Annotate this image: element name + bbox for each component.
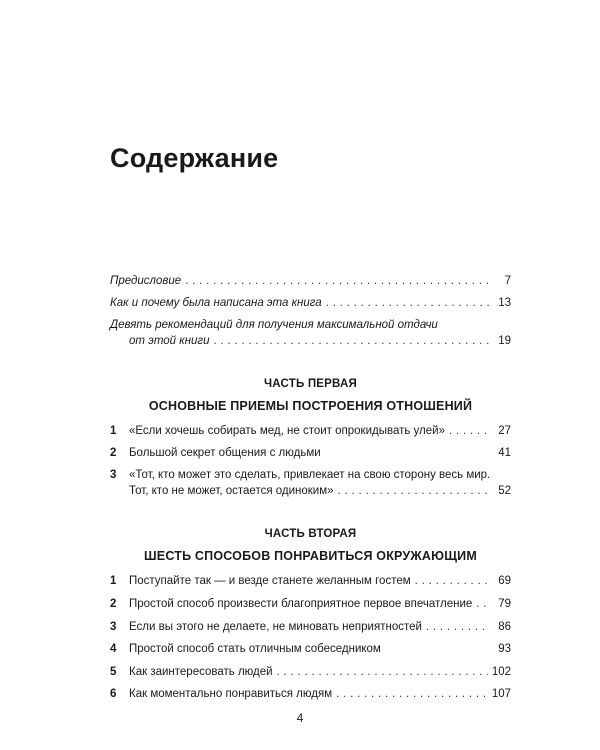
dot-leader bbox=[326, 295, 489, 311]
toc-chapter[interactable] bbox=[110, 596, 511, 612]
chapter-number: 6 bbox=[110, 688, 117, 700]
page-title: Содержание bbox=[110, 143, 279, 173]
toc-entry-text: Как и почему была написана эта книга bbox=[110, 297, 322, 309]
toc-chapter[interactable] bbox=[110, 641, 511, 657]
toc-entry-how-written[interactable] bbox=[110, 295, 511, 311]
toc-page-number: 41 bbox=[498, 447, 511, 459]
chapter-number: 1 bbox=[110, 575, 117, 587]
toc-entry-text: Большой секрет общения с людьми bbox=[129, 447, 321, 459]
toc-entry-text: Предисловие bbox=[110, 275, 182, 287]
toc-entry-text: от этой книги bbox=[129, 335, 210, 347]
toc-chapter[interactable] bbox=[110, 445, 511, 461]
chapter-number: 3 bbox=[110, 469, 117, 481]
toc-page-number: 19 bbox=[498, 335, 511, 347]
toc-entry-text: Девять рекомендаций для получения максимальной отдачи bbox=[110, 319, 438, 331]
toc-page-number: 102 bbox=[491, 666, 511, 678]
toc-page-number: 79 bbox=[498, 598, 511, 610]
dot-leader bbox=[185, 273, 489, 289]
toc-entry-text: Если вы этого не делаете, не миновать неприятностей bbox=[129, 621, 422, 633]
part-two-title: ШЕСТЬ СПОСОБОВ ПОНРАВИТЬСЯ ОКРУЖАЮЩИМ bbox=[144, 549, 477, 563]
dot-leader bbox=[476, 596, 489, 612]
dot-leader bbox=[277, 664, 488, 680]
dot-leader bbox=[213, 333, 489, 349]
toc-chapter[interactable] bbox=[110, 423, 511, 439]
toc-page-number: 27 bbox=[498, 425, 511, 437]
dot-leader bbox=[426, 619, 489, 635]
toc-chapter[interactable] bbox=[110, 686, 511, 702]
part-two-label: ЧАСТЬ ВТОРАЯ bbox=[264, 528, 357, 540]
page-number: 4 bbox=[296, 711, 304, 725]
toc-entry-text: Тот, кто не может, остается одиноким» bbox=[129, 485, 334, 497]
toc-entry-preface[interactable] bbox=[110, 273, 511, 289]
toc-entry-text: Как заинтересовать людей bbox=[129, 666, 273, 678]
toc-page-number: 52 bbox=[498, 485, 511, 497]
toc-entry-text: Простой способ стать отличным собеседником bbox=[129, 643, 381, 655]
dot-leader bbox=[449, 423, 489, 439]
dot-leader bbox=[415, 573, 489, 589]
toc-entry-nine-recommendations-cont[interactable] bbox=[110, 333, 511, 349]
toc-chapter[interactable] bbox=[110, 664, 511, 680]
toc-chapter[interactable] bbox=[110, 619, 511, 635]
toc-entry-text: Поступайте так — и везде станете желанным гостем bbox=[129, 575, 411, 587]
toc-entry-text: Как моментально понравиться людям bbox=[129, 688, 333, 700]
chapter-number: 2 bbox=[110, 598, 117, 610]
toc-page-number: 107 bbox=[491, 688, 511, 700]
toc-page-number: 93 bbox=[498, 643, 511, 655]
chapter-number: 4 bbox=[110, 643, 117, 655]
toc-chapter-cont[interactable] bbox=[110, 483, 511, 499]
toc-entry-text: Простой способ произвести благоприятное первое впечатление bbox=[129, 598, 473, 610]
toc-entry-text: «Если хочешь собирать мед, не стоит опрокидывать улей» bbox=[129, 425, 445, 437]
toc-chapter[interactable] bbox=[110, 467, 511, 483]
toc-page-number: 7 bbox=[504, 275, 511, 287]
toc-entry-nine-recommendations[interactable] bbox=[110, 317, 511, 333]
chapter-number: 5 bbox=[110, 666, 117, 678]
toc-page-number: 13 bbox=[498, 297, 511, 309]
chapter-number: 1 bbox=[110, 425, 117, 437]
chapter-number: 2 bbox=[110, 447, 117, 459]
dot-leader bbox=[336, 686, 488, 702]
part-one-label: ЧАСТЬ ПЕРВАЯ bbox=[264, 378, 357, 390]
chapter-number: 3 bbox=[110, 621, 117, 633]
dot-leader bbox=[338, 483, 489, 499]
toc-chapter[interactable] bbox=[110, 573, 511, 589]
part-one-title: ОСНОВНЫЕ ПРИЕМЫ ПОСТРОЕНИЯ ОТНОШЕНИЙ bbox=[148, 399, 473, 413]
toc-page-number: 69 bbox=[498, 575, 511, 587]
toc-page-number: 86 bbox=[498, 621, 511, 633]
toc-entry-text: «Тот, кто может это сделать, привлекает на свою сторону весь мир. bbox=[129, 469, 491, 481]
